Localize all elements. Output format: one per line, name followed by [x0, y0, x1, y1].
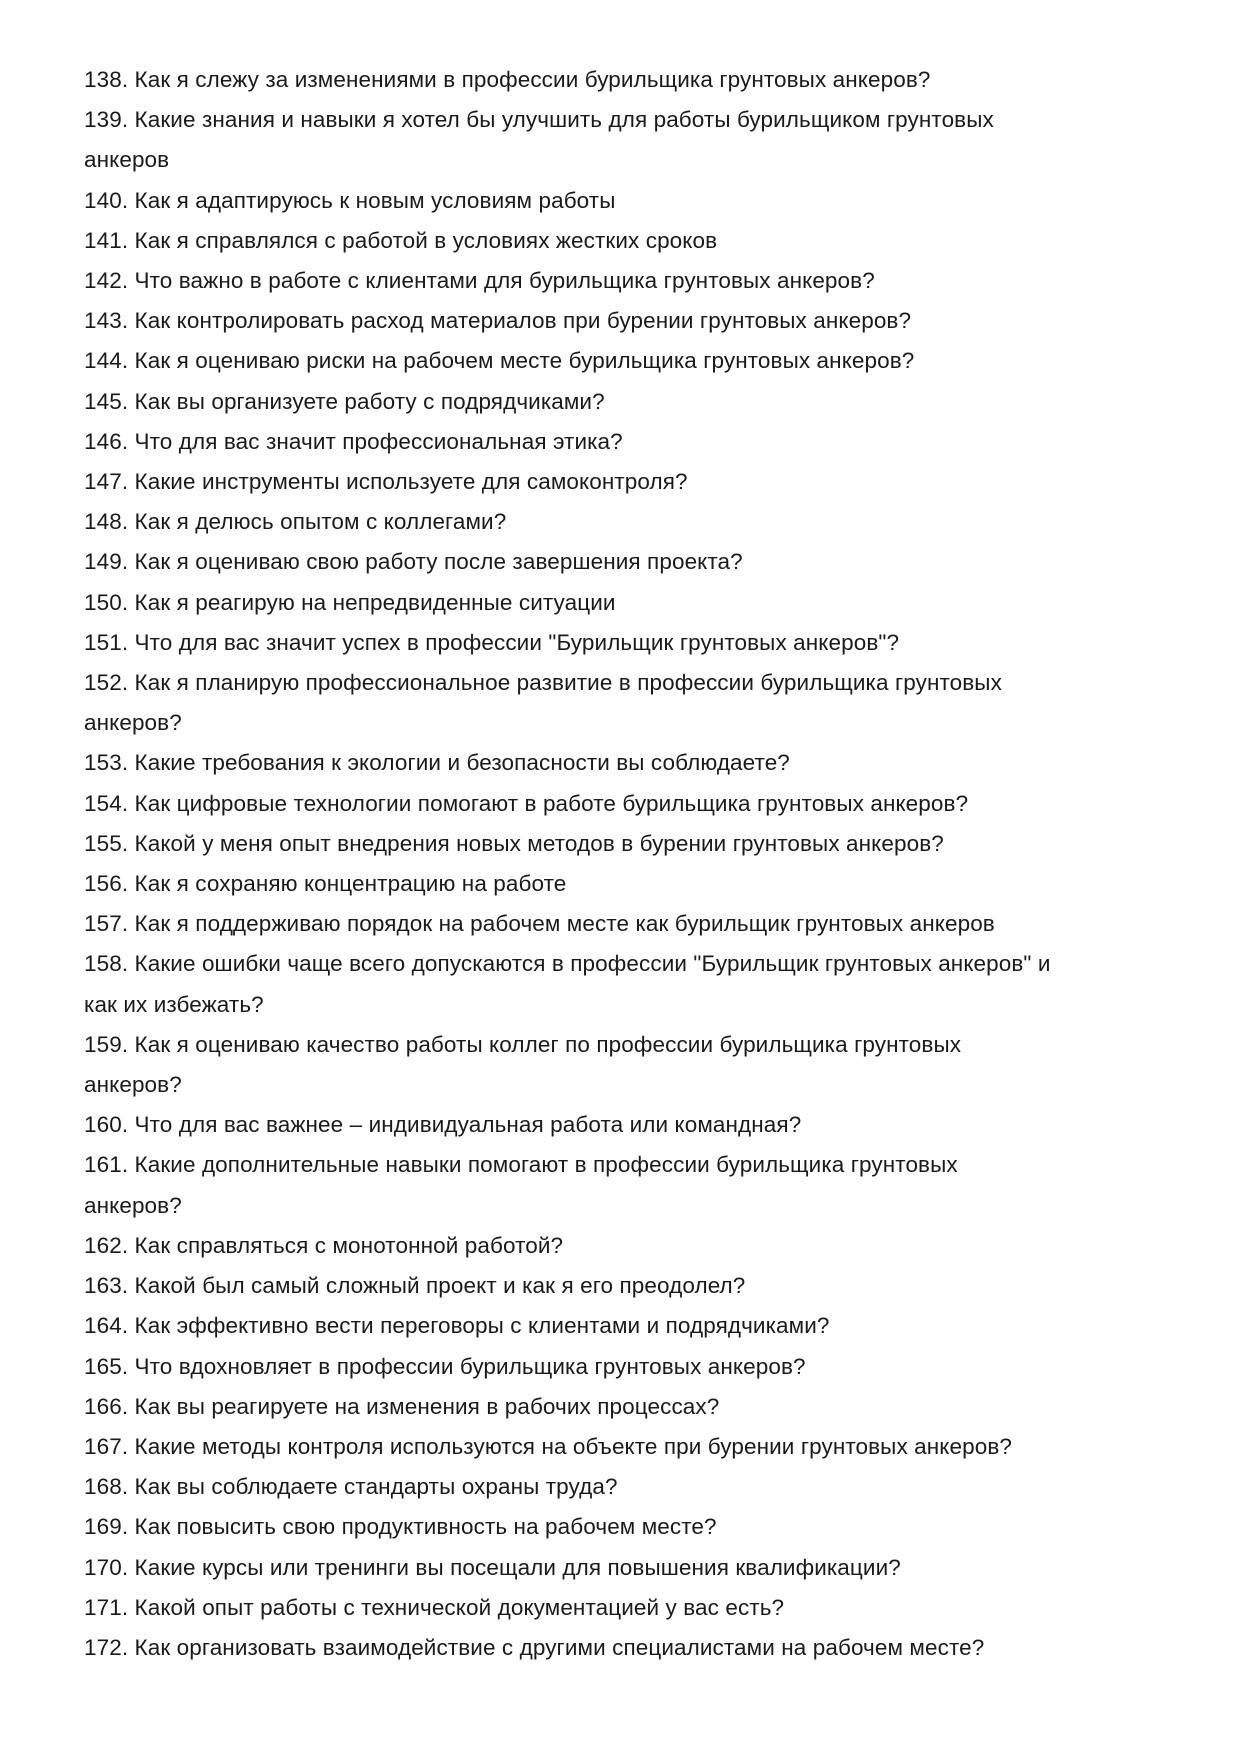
question-item — [84, 904, 1184, 944]
question-item — [84, 181, 1184, 221]
question-text: 170. Какие курсы или тренинги вы посещали для повышения квалификации? — [84, 1554, 901, 1580]
question-text: 138. Как я слежу за изменениями в профессии бурильщика грунтовых анкеров? — [84, 67, 931, 92]
question-text-continuation: как их избежать? — [84, 991, 264, 1017]
question-text: 160. Что для вас важнее – индивидуальная работа или командная? — [84, 1112, 802, 1138]
question-item — [84, 1628, 1184, 1668]
question-item — [84, 261, 1184, 301]
question-text: 167. Какие методы контроля используются на объекте при бурении грунтовых анкеров? — [84, 1433, 1012, 1459]
question-item — [84, 743, 1184, 783]
question-text: 164. Как эффективно вести переговоры с клиентами и подрядчиками? — [84, 1313, 830, 1339]
question-text: 152. Как я планирую профессиональное развитие в профессии бурильщика грунтовых — [84, 670, 1002, 696]
question-item — [84, 382, 1184, 422]
question-text: 143. Как контролировать расход материалов при бурении грунтовых анкеров? — [84, 308, 912, 334]
question-item — [84, 864, 1184, 904]
question-item — [84, 542, 1184, 582]
question-item — [84, 1145, 1184, 1225]
question-item — [84, 1105, 1184, 1145]
question-item — [84, 824, 1184, 864]
question-item — [84, 1226, 1184, 1266]
question-text: 153. Какие требования к экологии и безопасности вы соблюдаете? — [84, 750, 790, 776]
question-text: 172. Как организовать взаимодействие с другими специалистами на рабочем месте? — [84, 1634, 985, 1660]
question-text: 148. Как я делюсь опытом с коллегами? — [84, 509, 507, 535]
question-text: 162. Как справляться с монотонной работой? — [84, 1232, 564, 1258]
question-text: 171. Какой опыт работы с технической документацией у вас есть? — [84, 1594, 785, 1620]
question-text: 147. Какие инструменты используете для самоконтроля? — [84, 469, 688, 495]
question-item — [84, 1548, 1184, 1588]
question-item — [84, 944, 1184, 1024]
question-item — [84, 1266, 1184, 1306]
question-item — [84, 341, 1184, 381]
question-item — [84, 1347, 1184, 1387]
question-text: 154. Как цифровые технологии помогают в работе бурильщика грунтовых анкеров? — [84, 790, 969, 816]
question-item — [84, 462, 1184, 502]
question-text: 166. Как вы реагируете на изменения в рабочих процессах? — [84, 1393, 720, 1419]
question-text: 141. Как я справлялся с работой в условиях жестких сроков — [84, 227, 718, 253]
question-text: 146. Что для вас значит профессиональная этика? — [84, 428, 623, 454]
question-item — [84, 1387, 1184, 1427]
question-text: 139. Какие знания и навыки я хотел бы улучшить для работы бурильщиком грунтовых — [84, 107, 994, 133]
question-item — [84, 1467, 1184, 1507]
question-item — [84, 221, 1184, 261]
question-item — [84, 1025, 1184, 1105]
question-text: 140. Как я адаптируюсь к новым условиям работы — [84, 187, 616, 213]
question-text: 144. Как я оцениваю риски на рабочем месте бурильщика грунтовых анкеров? — [84, 348, 915, 374]
question-item — [84, 1507, 1184, 1547]
question-text: 142. Что важно в работе с клиентами для бурильщика грунтовых анкеров? — [84, 268, 875, 294]
question-text: 149. Как я оцениваю свою работу после завершения проекта? — [84, 549, 743, 575]
question-text: 155. Какой у меня опыт внедрения новых методов в бурении грунтовых анкеров? — [84, 830, 944, 856]
question-item — [84, 1427, 1184, 1467]
question-item — [84, 422, 1184, 462]
question-text-continuation: анкеров — [84, 147, 170, 173]
question-text: 157. Как я поддерживаю порядок на рабочем месте как бурильщик грунтовых анкеров — [84, 911, 995, 937]
question-text: 158. Какие ошибки чаще всего допускаются в профессии "Бурильщик грунтовых анкеров" и — [84, 951, 1051, 977]
question-text-continuation: анкеров? — [84, 1072, 182, 1098]
question-text: 161. Какие дополнительные навыки помогают в профессии бурильщика грунтовых — [84, 1152, 958, 1178]
question-item — [84, 663, 1184, 743]
question-text: 163. Какой был самый сложный проект и как я его преодолел? — [84, 1273, 746, 1299]
question-item — [84, 60, 1184, 100]
question-item — [84, 583, 1184, 623]
question-text-continuation: анкеров? — [84, 710, 182, 736]
question-item — [84, 1588, 1184, 1628]
question-item — [84, 784, 1184, 824]
question-item — [84, 1306, 1184, 1346]
question-text: 168. Как вы соблюдаете стандарты охраны труда? — [84, 1474, 618, 1500]
question-text: 169. Как повысить свою продуктивность на рабочем месте? — [84, 1514, 717, 1540]
question-item — [84, 623, 1184, 663]
question-item — [84, 100, 1184, 180]
question-text: 165. Что вдохновляет в профессии бурильщика грунтовых анкеров? — [84, 1353, 806, 1379]
question-item — [84, 502, 1184, 542]
question-item — [84, 301, 1184, 341]
question-text: 156. Как я сохраняю концентрацию на работе — [84, 871, 567, 897]
question-text: 159. Как я оцениваю качество работы коллег по профессии бурильщика грунтовых — [84, 1031, 962, 1057]
question-text-continuation: анкеров? — [84, 1192, 182, 1218]
question-text: 151. Что для вас значит успех в профессии "Бурильщик грунтовых анкеров"? — [84, 629, 900, 655]
question-text: 150. Как я реагирую на непредвиденные ситуации — [84, 589, 616, 615]
question-text: 145. Как вы организуете работу с подрядчиками? — [84, 388, 605, 414]
document-page — [84, 60, 1184, 1668]
